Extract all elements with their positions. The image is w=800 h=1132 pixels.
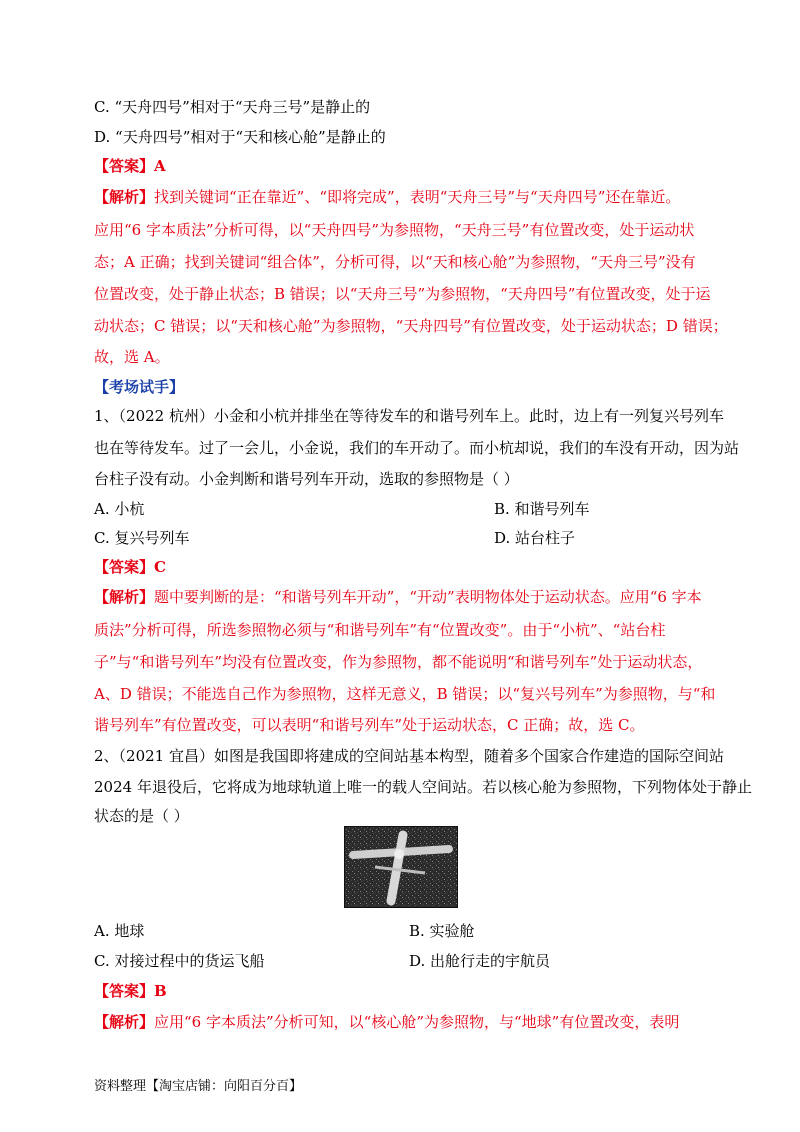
- option-row: [94, 921, 714, 941]
- option-d-prev: D. “天舟四号”相对于“天和核心舱”是静止的: [94, 128, 386, 146]
- analysis-text: 题中要判断的是：“和谐号列车开动”，“开动”表明物体处于运动状态。应用“6 字本: [154, 588, 702, 606]
- analysis-line: [94, 1012, 714, 1032]
- analysis-line: 动状态；C 错误；以“天和核心舱”为参照物，“天舟四号”有位置改变，处于运动状态；D 错误；: [94, 317, 728, 335]
- option-b: B. 实验舱: [409, 922, 475, 940]
- answer-label: 【答案】A: [94, 157, 166, 175]
- question-stem: 2、（2021 宜昌）如图是我国即将建成的空间站基本构型，随着多个国家合作建造的国际空间站: [94, 747, 724, 765]
- question-stem: 2024 年退役后，它将成为地球轨道上唯一的载人空间站。若以核心舱为参照物，下列物体处于静止: [94, 778, 752, 796]
- analysis-tag: 【解析】: [94, 188, 155, 206]
- option-d: D. 站台柱子: [494, 529, 576, 547]
- question-stem: 状态的是（ ）: [94, 807, 189, 825]
- option-c: C. 对接过程中的货运飞船: [94, 952, 265, 970]
- analysis-line: [94, 187, 714, 207]
- option-row: [94, 499, 714, 519]
- option-c-prev: C. “天舟四号”相对于“天舟三号”是静止的: [94, 98, 371, 116]
- analysis-line: 应用“6 字本质法”分析可得，以“天舟四号”为参照物，“天舟三号”有位置改变，处于运动状: [94, 221, 695, 239]
- space-station-icon: [345, 827, 457, 907]
- page-footer: 资料整理【淘宝店铺：向阳百分百】: [94, 1079, 303, 1094]
- analysis-line: 态；A 正确；找到关键词“组合体”，分析可得，以“天和核心舱”为参照物，“天舟三号”没有: [94, 253, 696, 271]
- option-d: D. 出舱行走的宇航员: [409, 952, 551, 970]
- option-b: B. 和谐号列车: [494, 500, 590, 518]
- analysis-tag: 【解析】: [94, 588, 155, 606]
- answer-label: 【答案】C: [94, 558, 166, 576]
- analysis-line: [94, 587, 714, 607]
- option-row: [94, 951, 714, 971]
- option-a: A. 地球: [94, 922, 145, 940]
- analysis-line: 子”与“和谐号列车”均没有位置改变，作为参照物，都不能说明“和谐号列车”处于运动状态，: [94, 653, 703, 671]
- question-stem: 也在等待发车。过了一会儿，小金说，我们的车开动了。而小杭却说，我们的车没有开动，因为站: [94, 439, 740, 457]
- analysis-line: 质法”分析可得，所选参照物必须与“和谐号列车”有“位置改变”。由于“小杭”、“站台柱: [94, 621, 666, 639]
- analysis-text: 找到关键词“正在靠近”、“即将完成”，表明“天舟三号”与“天舟四号”还在靠近。: [154, 188, 681, 206]
- question-stem: 台柱子没有动。小金判断和谐号列车开动，选取的参照物是（ ）: [94, 470, 519, 488]
- section-title: 【考场试手】: [94, 378, 185, 396]
- space-station-photo: [344, 826, 458, 908]
- answer-label: 【答案】B: [94, 982, 167, 1000]
- analysis-text: 应用“6 字本质法”分析可知，以“核心舱”为参照物，与“地球”有位置改变，表明: [154, 1013, 680, 1031]
- analysis-tag: 【解析】: [94, 1013, 155, 1031]
- option-a: A. 小杭: [94, 500, 145, 518]
- question-stem: 1、（2022 杭州）小金和小杭并排坐在等待发车的和谐号列车上。此时，边上有一列复兴号列车: [94, 407, 724, 425]
- analysis-line: A、D 错误；不能选自己作为参照物，这样无意义，B 错误；以“复兴号列车”为参照物，与“和: [94, 685, 716, 703]
- option-c: C. 复兴号列车: [94, 529, 190, 547]
- analysis-line: 位置改变，处于静止状态；B 错误；以“天舟三号”为参照物，“天舟四号”有位置改变，处于运: [94, 285, 711, 303]
- option-row: [94, 528, 714, 548]
- analysis-line: 谐号列车”有位置改变，可以表明“和谐号列车”处于运动状态，C 正确；故，选 C。: [94, 716, 645, 734]
- analysis-line: 故，选 A。: [94, 348, 170, 366]
